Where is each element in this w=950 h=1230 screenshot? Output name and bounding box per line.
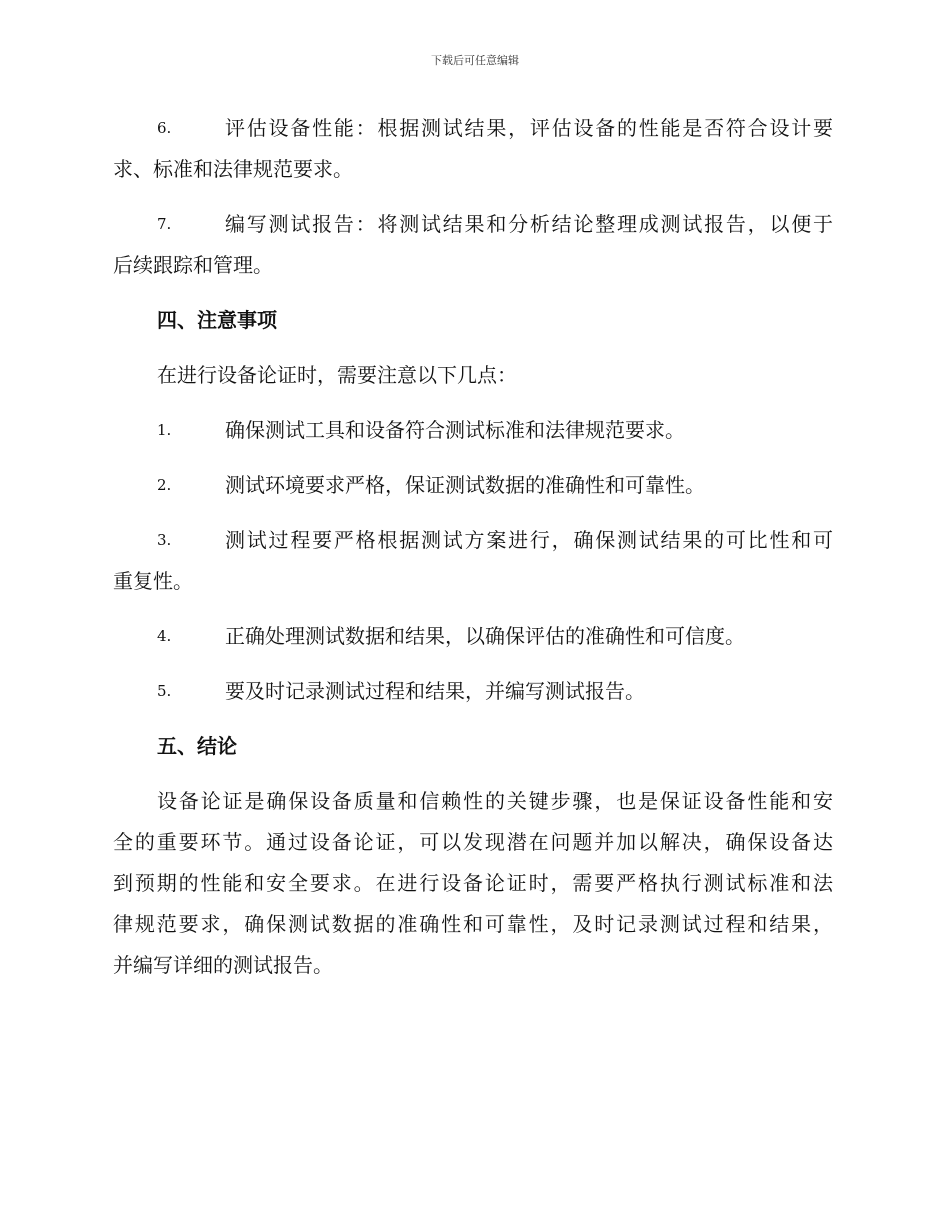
paragraph-line: 在进行设备论证时，需要注意以下几点：: [157, 363, 517, 387]
paragraph-line: 并编写详细的测试报告。: [113, 953, 333, 977]
paragraph-line: 到预期的性能和安全要求。在进行设备论证时，需要严格执行测试标准和法: [113, 871, 833, 895]
list-item: [113, 520, 833, 602]
list-item-text-continued: 重复性。: [113, 569, 193, 593]
paragraph-line: 律规范要求，确保测试数据的准确性和可靠性，及时记录测试过程和结果，: [113, 912, 833, 936]
list-item: [113, 108, 833, 190]
document-body: [113, 108, 833, 1000]
page-header: 下载后可任意编辑: [431, 54, 519, 67]
list-item: [113, 410, 833, 451]
list-item-number: 4.: [157, 627, 172, 645]
section-intro: [113, 355, 833, 396]
list-item-text: 测试环境要求严格，保证测试数据的准确性和可靠性。: [225, 473, 705, 497]
list-item-number: 7.: [157, 215, 172, 233]
list-item-text: 正确处理测试数据和结果，以确保评估的准确性和可信度。: [225, 624, 745, 648]
list-item: [113, 671, 833, 712]
list-item: [113, 616, 833, 657]
conclusion-paragraph: [113, 781, 833, 986]
list-item: [113, 465, 833, 506]
list-item-number: 2.: [157, 476, 172, 494]
list-item-text: 评估设备性能：根据测试结果，评估设备的性能是否符合设计要: [225, 116, 833, 140]
list-item-number: 3.: [157, 531, 172, 549]
list-item-text-continued: 求、标准和法律规范要求。: [113, 157, 353, 181]
section-heading: 五、结论: [157, 734, 237, 758]
list-item-number: 1.: [157, 421, 172, 439]
paragraph-line: 全的重要环节。通过设备论证，可以发现潜在问题并加以解决，确保设备达: [113, 830, 833, 854]
list-item-text: 确保测试工具和设备符合测试标准和法律规范要求。: [225, 418, 685, 442]
list-item-number: 5.: [157, 682, 172, 700]
list-item-text: 编写测试报告：将测试结果和分析结论整理成测试报告，以便于: [225, 212, 833, 236]
list-item: [113, 204, 833, 286]
list-item-text: 要及时记录测试过程和结果，并编写测试报告。: [225, 679, 645, 703]
section-heading: 四、注意事项: [157, 308, 277, 332]
list-item-text: 测试过程要严格根据测试方案进行，确保测试结果的可比性和可: [225, 528, 833, 552]
paragraph-line: 设备论证是确保设备质量和信赖性的关键步骤，也是保证设备性能和安: [157, 789, 833, 813]
list-item-number: 6.: [157, 119, 172, 137]
list-item-text-continued: 后续跟踪和管理。: [113, 253, 273, 277]
